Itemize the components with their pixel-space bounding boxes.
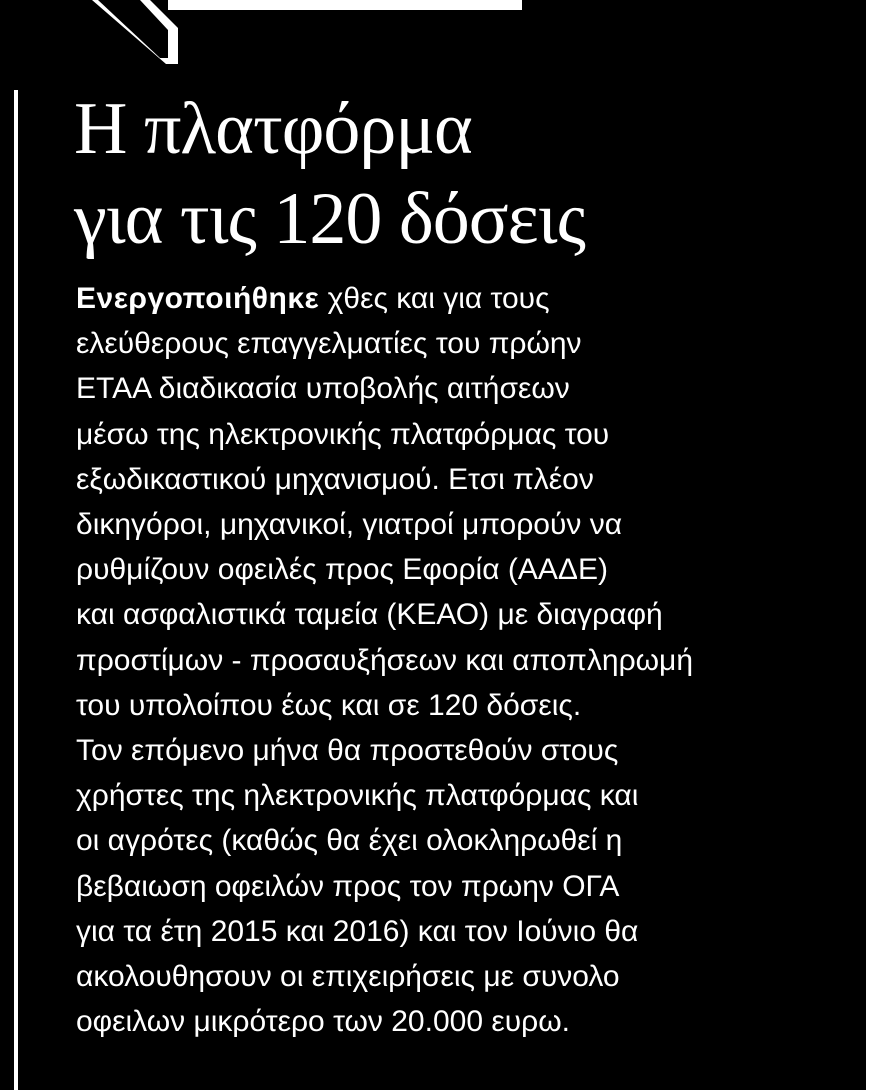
corner-decoration: [0, 0, 530, 70]
headline-line-2: για τις 120 δόσεις: [74, 178, 585, 260]
body-line: ΕΤΑΑ διαδικασία υποβολής αιτήσεων: [76, 372, 570, 406]
headline-line-1: Η πλατφόρμα: [74, 88, 472, 170]
body-line: οφειλων μικρότερο των 20.000 ευρω.: [76, 1005, 570, 1039]
lead-word: Ενεργοποιήθηκε: [76, 282, 320, 315]
body-line: ακολουθησουν οι επιχειρήσεις με συνολο: [76, 960, 620, 994]
body-line: του υπολοίπου έως και σε 120 δόσεις.: [76, 688, 582, 722]
body-line: οι αγρότες (καθώς θα έχει ολοκληρωθεί η: [76, 824, 623, 858]
body-line: δικηγόροι, μηχανικοί, γιατροί μπορούν να: [76, 508, 623, 542]
body-line: βεβαιωση οφειλών προς τον πρωην ΟΓΑ: [76, 869, 620, 903]
body-line-1-rest: χθες και για τους: [319, 282, 550, 315]
article-body: [76, 276, 796, 1044]
body-line: προστίμων - προσαυξήσεων και αποπληρωμή: [76, 643, 694, 677]
body-line: ρυθμίζουν οφειλές προς Εφορία (ΑΑΔΕ): [76, 553, 608, 587]
side-rule: [14, 90, 18, 1090]
body-line: ελεύθερους επαγγελματίες του πρώην: [76, 327, 582, 361]
body-line: μέσω της ηλεκτρονικής πλατφόρμας του: [76, 417, 610, 451]
body-line: Τον επόμενο μήνα θα προστεθούν στους: [76, 734, 619, 768]
body-line: και ασφαλιστικά ταμεία (ΚΕΑΟ) με διαγραφή: [76, 598, 663, 632]
body-line: για τα έτη 2015 και 2016) και τον Ιούνιο θα: [76, 914, 639, 948]
headline: [74, 84, 585, 264]
body-line: χρήστες της ηλεκτρονικής πλατφόρμας και: [76, 779, 639, 813]
body-line: εξωδικαστικού μηχανισμού. Ετσι πλέον: [76, 462, 594, 496]
body-line: [76, 276, 796, 321]
